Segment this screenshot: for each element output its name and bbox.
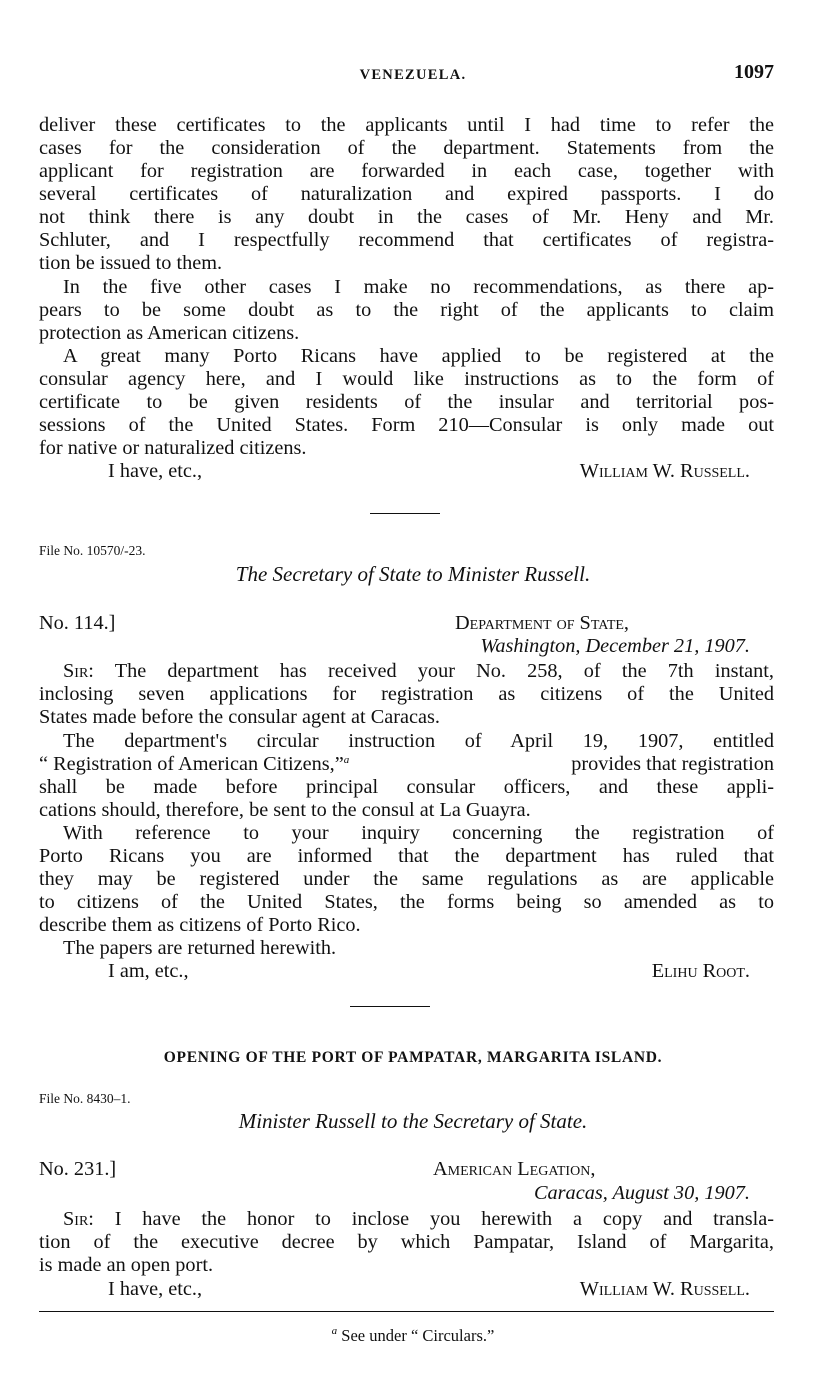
running-title: VENEZUELA.	[359, 67, 467, 83]
body-line: “ Registration of American Citizens,”$^a$ provides that registration	[39, 753, 774, 775]
sender-office: American Legation,	[433, 1158, 596, 1180]
letter-heading: Minister Russell to the Secretary of State.	[238, 1109, 588, 1133]
body-line: The papers are returned herewith.	[63, 937, 337, 959]
body-line: Sir: I have the honor to inclose you herewith a copy and transla-	[63, 1208, 774, 1230]
signature: Elihu Root.	[651, 960, 750, 982]
body-line: describe them as citizens of Porto Rico.	[39, 914, 361, 936]
body-line: A great many Porto Ricans have applied to be registered at the	[63, 345, 774, 367]
body-line: tion be issued to them.	[39, 252, 223, 274]
footnote: $^a$ See under “ Circulars.”	[331, 1325, 495, 1345]
body-line: The department's circular instruction of April 19, 1907, entitled	[63, 730, 774, 752]
body-line: inclosing seven applications for registration as citizens of the United	[39, 683, 774, 705]
file-number: File No. 8430–1.	[39, 1091, 131, 1106]
body-line: to citizens of the United States, the forms being so amended as to	[39, 891, 774, 913]
body-line: cations should, therefore, be sent to the consul at La Guayra.	[39, 799, 531, 821]
place: Caracas	[534, 1182, 603, 1204]
body-line: tion of the executive decree by which Pampatar, Island of Margarita,	[39, 1231, 774, 1253]
body-line: certificate to be given residents of the insular and territorial pos-	[39, 391, 774, 413]
body-line: several certificates of naturalization and expired passports. I do	[39, 183, 774, 205]
closing: I am, etc.,	[108, 960, 189, 982]
divider	[370, 513, 440, 514]
body-line: Sir: The department has received your No. 258, of the 7th instant,	[63, 660, 774, 682]
body-line: not think there is any doubt in the cases of Mr. Heny and Mr.	[39, 206, 774, 228]
page-number: 1097	[734, 61, 774, 83]
closing: I have, etc.,	[108, 460, 203, 482]
section-title: OPENING OF THE PORT OF PAMPATAR, MARGARITA ISLAND.	[163, 1049, 663, 1066]
body-line: consular agency here, and I would like instructions as to the form of	[39, 368, 774, 390]
letter-heading: The Secretary of State to Minister Russell.	[235, 562, 591, 586]
letter-number: No. 114.]	[39, 612, 116, 634]
body-line: pears to be some doubt as to the right of the applicants to claim	[39, 299, 774, 321]
place: Washington	[480, 635, 576, 657]
body-line: Porto Ricans you are informed that the department has ruled that	[39, 845, 774, 867]
sender-office: Department of State,	[455, 612, 630, 634]
salutation: Sir	[63, 660, 89, 682]
body-line: In the five other cases I make no recommendations, as there ap-	[63, 276, 774, 298]
body-line: is made an open port.	[39, 1254, 214, 1276]
signature: William W. Russell.	[579, 460, 750, 482]
date: , August 30, 1907.	[602, 1182, 750, 1204]
body-line: With reference to your inquiry concerning the registration of	[63, 822, 774, 844]
body-line: deliver these certificates to the applicants until I had time to refer the	[39, 114, 774, 136]
letter-number: No. 231.]	[39, 1158, 117, 1180]
body-line: they may be registered under the same regulations as are applicable	[39, 868, 774, 890]
body-line: States made before the consular agent at Caracas.	[39, 706, 440, 728]
body-line: sessions of the United States. Form 210—Consular is only made out	[39, 414, 774, 436]
closing: I have, etc.,	[108, 1278, 203, 1300]
body-line: shall be made before principal consular officers, and these appli-	[39, 776, 774, 798]
date: , December 21, 1907.	[575, 635, 750, 657]
file-number: File No. 10570/-23.	[39, 543, 146, 558]
body-line: applicant for registration are forwarded in each case, together with	[39, 160, 774, 182]
place-date	[534, 1182, 750, 1205]
body-line: cases for the consideration of the department. Statements from the	[39, 137, 774, 159]
divider	[350, 1006, 430, 1007]
body-line: for native or naturalized citizens.	[39, 437, 307, 459]
salutation: Sir	[63, 1208, 89, 1230]
place-date	[480, 635, 750, 658]
signature: William W. Russell.	[579, 1278, 750, 1300]
footnote-rule	[39, 1311, 774, 1312]
footnote-marker: a	[343, 754, 350, 766]
body-line: protection as American citizens.	[39, 322, 300, 344]
footnote-marker: a	[331, 1325, 338, 1337]
body-line: Schluter, and I respectfully recommend that certificates of registra-	[39, 229, 774, 251]
